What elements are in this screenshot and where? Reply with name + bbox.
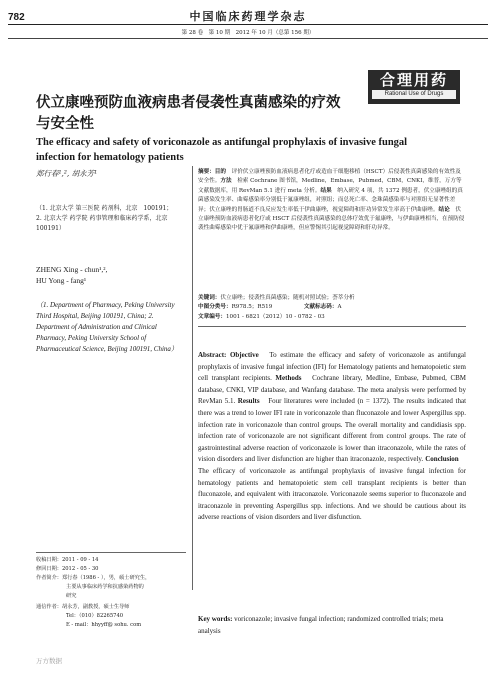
article-title-cn xyxy=(36,92,366,134)
article-title-en xyxy=(36,135,466,165)
author-bio-line-2: 主要从事临床药学和抗感染药物的 xyxy=(66,584,144,590)
header-rule xyxy=(8,24,488,25)
author-en-1: ZHENG Xing - chun¹,², xyxy=(36,265,108,274)
conclusion-cn: 伏立康唑预防血液病患者化疗或 HSCT 后侵袭性真菌感染的总体疗效优于氟康唑，与伊曲康唑相当，在预防侵袭性曲霉感染中优于氟康唑和伊曲康唑，但应警惕其引起视觉障碍和肝功异常。 xyxy=(198,206,465,232)
objective-cn-label: 目的 xyxy=(214,169,226,175)
title-cn-line-1: 伏立康唑预防血液病患者侵袭性真菌感染的疗效 xyxy=(36,94,341,111)
class-label: 中图分类号： xyxy=(198,304,232,310)
header-rule-thin xyxy=(8,38,488,39)
abstract-cn-label: 摘要： xyxy=(198,169,215,175)
article-number-value: 1001 - 6821（2012）10 - 0782 - 03 xyxy=(225,314,325,320)
objective-cn: 评价伏立康唑预防血液病患者化疗或造血干细胞移植（HSCT）后侵袭性真菌感染的有效性及安全性。 xyxy=(198,169,461,185)
results-cn: 纳入研究 4 项，共 1372 例患者，伏立康唑组的真菌感染发生率、曲霉感染率分别低于氟康唑组，对照组；而总死亡率、念珠菌感染率与对照组无显著性差异；伏立康唑的胃肠道不良反应发生率低于伊曲康唑，视觉障碍和肝功异常发生率高于伊曲康唑。 xyxy=(198,187,463,213)
section-banner xyxy=(368,70,460,104)
author-bio-line-1: 作者简介：郑行春（1986 - ），男，硕士研究生， xyxy=(36,575,151,581)
conclusion-en: The efficacy of voriconazole as antifungal prophylaxis of invasive fungal infection for hematology patients and hematopoietic stem cell transplant recipients is better than fluconazole, and equivalent with itraconazole. Voriconazole seems superior to fluconazole and itraconazole in preventing Aspergillus spp. infections. And we should be cautious about its adverse reactions of vision disorders and liver disfunction. xyxy=(198,455,467,522)
article-number xyxy=(198,313,466,322)
received-date: 收稿日期：2011 - 09 - 14 xyxy=(36,557,99,563)
title-en-line-1: The efficacy and safety of voriconazole as antifungal prophylaxis of invasive fungal xyxy=(36,137,408,148)
keywords-en-label: Key words: xyxy=(198,615,233,623)
author-bio-line-3: 研究 xyxy=(66,593,77,599)
classification xyxy=(198,303,466,312)
authors-en xyxy=(36,264,107,286)
journal-title: 中国临床药理学杂志 xyxy=(189,10,307,23)
watermark: 万方数据 xyxy=(36,657,62,665)
banner-subtitle: Rational Use of Drugs xyxy=(372,90,456,99)
doc-code-label: 文献标志码： xyxy=(303,304,338,310)
affiliation-cn: （1. 北京大学 第三医院 药剂科，北京 100191；2. 北京大学 药学院 药事管理和临床药学系，北京 100191） xyxy=(36,205,174,232)
results-en-label: Results xyxy=(237,397,260,406)
title-en-line-2: infection for hematology patients xyxy=(36,152,184,163)
methods-en-label: Methods xyxy=(275,374,302,383)
abstract-divider xyxy=(198,326,466,327)
objective-en-label: Objective xyxy=(229,351,259,359)
abstract-cn xyxy=(198,168,466,234)
column-divider xyxy=(192,166,193,590)
contact-line-1: 通信作者：胡永芳，副教授，硕士生导师 xyxy=(36,604,130,610)
authors-cn: 郑行春¹,², 胡永芳¹ xyxy=(36,169,98,178)
methods-cn-label: 方法 xyxy=(220,178,232,185)
abstract-en xyxy=(198,350,466,524)
conclusion-en-label: Conclusion xyxy=(425,455,459,464)
page-number: 782 xyxy=(8,12,25,23)
keywords-en xyxy=(198,614,466,637)
keywords-en-value: voriconazole; invasive fungal infection; randomized controlled trials; meta analysis xyxy=(198,615,444,635)
abstract-en-label: Abstract: xyxy=(198,351,227,359)
results-cn-label: 结果 xyxy=(320,187,332,194)
keywords-cn xyxy=(198,294,466,303)
results-en: Four literatures were included (n = 1372). The results indicated that there was a trend to lower IFI rate in voriconazole than fluconazole and lower Aspergillus spp. infection rate in voriconazole than control groups. The overall mortality and candidiasis spp. infection rate of voriconazole are not significant different from control groups. The rate of gastrointestinal adverse reaction of voriconazole is lower than itraconazole, while the rates of vision disorders and liver disfunction are higher than itraconazole, respectively. xyxy=(198,397,467,464)
methods-cn: 检索 Cochrane 图书馆，Medline，Embase，Pubmed，CBM，CNKI，维普，万方等文献数据库，用 RevMan 5.1 进行 meta 分析。 xyxy=(198,178,462,194)
objective-en: To estimate the efficacy and safety of voriconazole as antifungal prophylaxis of invasive fungal infection (IFI) for Hematology patients and hematopoietic stem cell transplant recipients. xyxy=(198,351,466,383)
author-en-2: HU Yong - fang¹ xyxy=(36,276,87,285)
conclusion-cn-label: 结论 xyxy=(438,206,450,213)
class-value: R978.5；R519 xyxy=(231,304,273,310)
keywords-cn-value: 伏立康唑；侵袭性真菌感染；随机对照试验；荟萃分析 xyxy=(220,295,355,301)
affiliation-en: （1. Department of Pharmacy, Peking University Third Hospital, Beijing 100191, China; 2. Department of Administration and Clinical Pharmacy, Peking University School of Pharmaceutical Science, Beijing 100191, China） xyxy=(36,301,178,353)
footnote-rule xyxy=(36,552,186,553)
issue-info: 第 28 卷 第 10 期 2012 年 10 月（总第 156 期） xyxy=(181,30,315,36)
contact-email: E - mail：hhyyff@ sohu. com xyxy=(66,622,142,628)
banner-title: 合理用药 xyxy=(379,71,448,89)
title-cn-line-2: 与安全性 xyxy=(36,115,94,132)
keywords-cn-label: 关键词： xyxy=(198,295,221,301)
methods-en: Cochrane library, Medline, Embase, Pubmed, CBM database, CNKI, VIP database, and Wanfang database. The meta analysis were performed by RevMan 5.1. xyxy=(198,374,467,406)
revised-date: 修回日期：2012 - 05 - 30 xyxy=(36,566,99,572)
article-number-label: 文章编号： xyxy=(198,314,226,320)
doc-code-value: A xyxy=(337,304,342,310)
contact-tel: Tel：（010）82265740 xyxy=(66,613,124,619)
